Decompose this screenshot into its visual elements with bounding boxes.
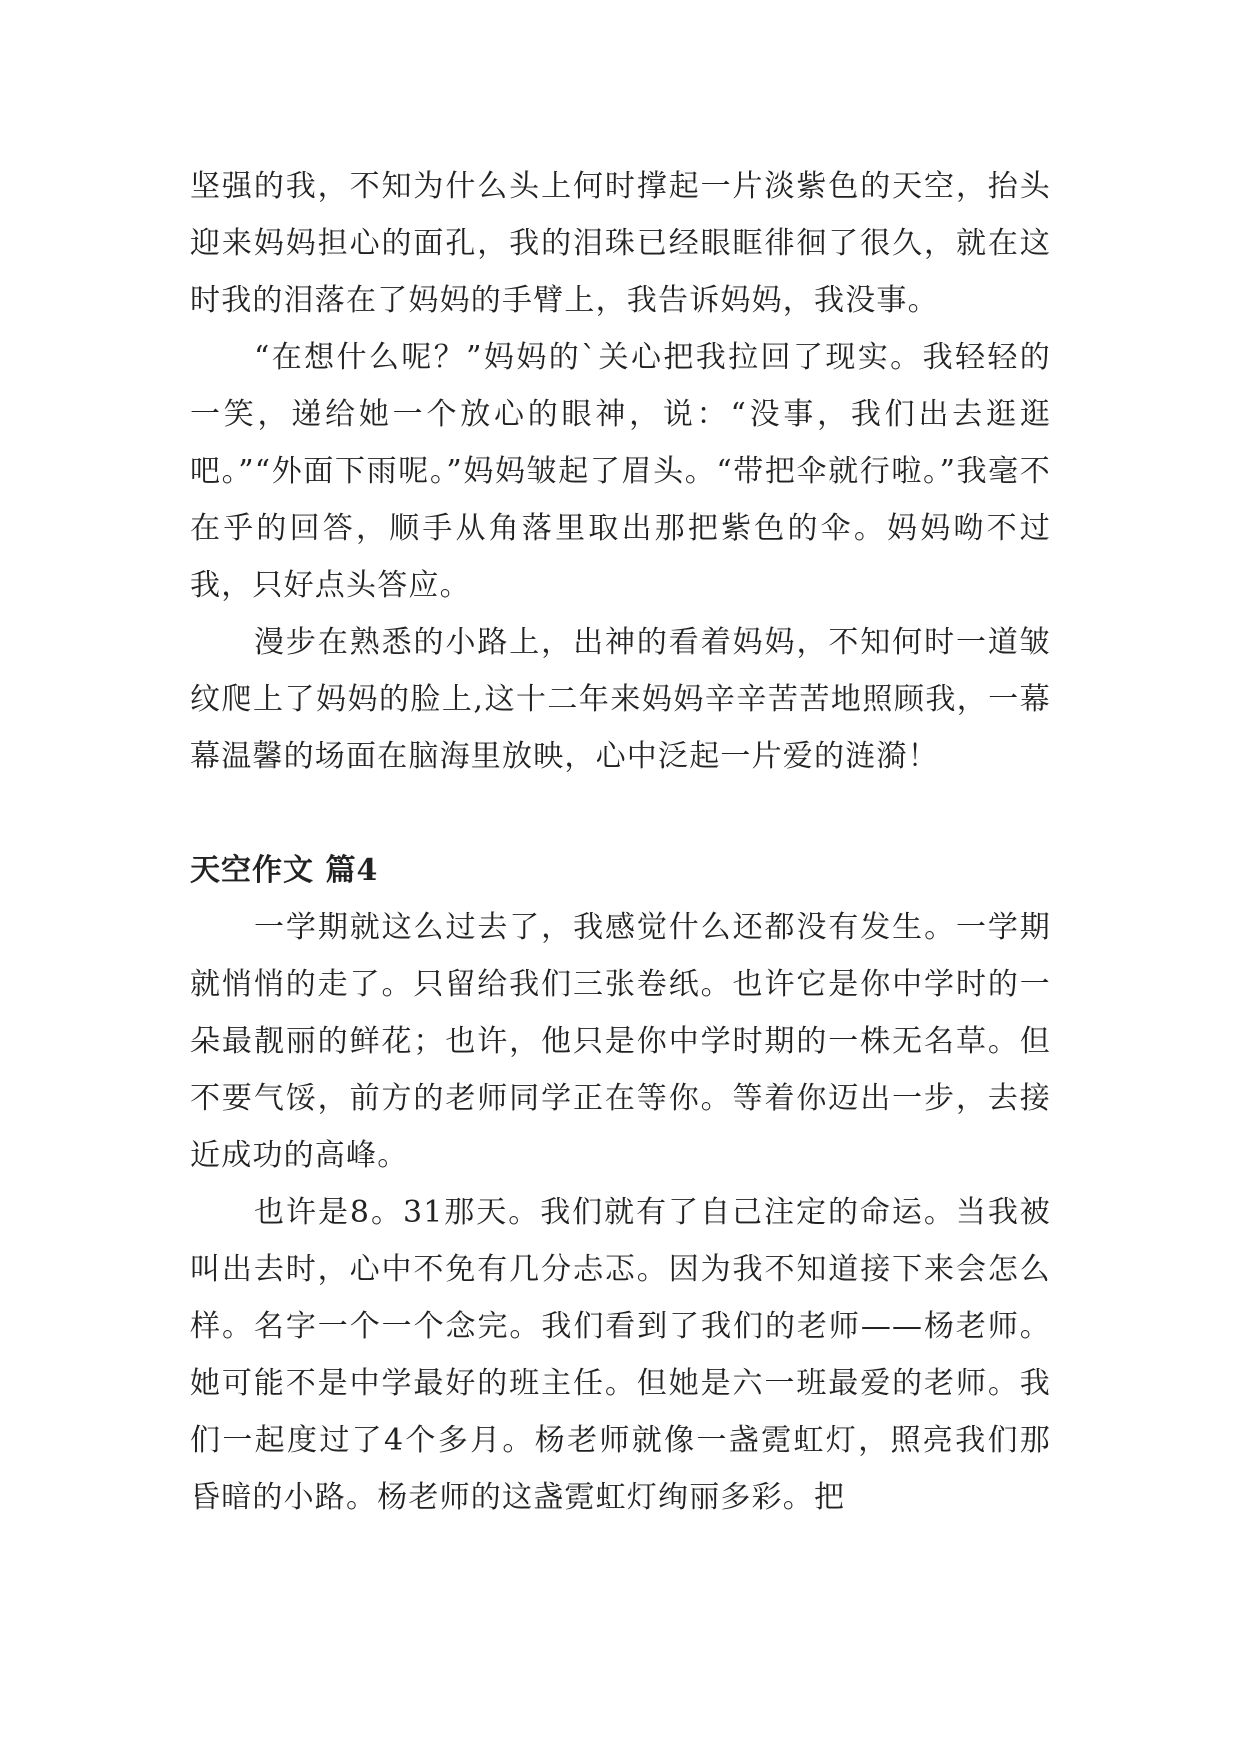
section-heading: 天空作文 篇4 (190, 853, 379, 888)
paragraph-1: 坚强的我，不知为什么头上何时撑起一片淡紫色的天空，抬头迎来妈妈担心的面孔，我的泪珠已经眼眶徘徊了很久，就在这时我的泪落在了妈妈的手臂上，我告诉妈妈，我没事。 (190, 169, 1051, 318)
document-body (190, 158, 1051, 1526)
paragraph-3: 漫步在熟悉的小路上，出神的看着妈妈，不知何时一道皱纹爬上了妈妈的脸上,这十二年来妈妈辛辛苦苦地照顾我，一幕幕温馨的场面在脑海里放映，心中泛起一片爱的涟漪！ (190, 625, 1051, 774)
paragraph-2: “在想什么呢？”妈妈的`关心把我拉回了现实。我轻轻的一笑，递给她一个放心的眼神，说：“没事，我们出去逛逛吧。”“外面下雨呢。”妈妈皱起了眉头。“带把伞就行啦。”我毫不在乎的回答，顺手从角落里取出那把紫色的伞。妈妈呦不过我，只好点头答应。 (190, 340, 1051, 603)
paragraph-4: 一学期就这么过去了，我感觉什么还都没有发生。一学期就悄悄的走了。只留给我们三张卷纸。也许它是你中学时的一朵最靓丽的鲜花；也许，他只是你中学时期的一株无名草。但不要气馁，前方的老师同学正在等你。等着你迈出一步，去接近成功的高峰。 (190, 910, 1051, 1173)
paragraph-5: 也许是8。31那天。我们就有了自己注定的命运。当我被叫出去时，心中不免有几分忐忑。因为我不知道接下来会怎么样。名字一个一个念完。我们看到了我们的老师——杨老师。她可能不是中学最好的班主任。但她是六一班最爱的老师。我们一起度过了4个多月。杨老师就像一盏霓虹灯，照亮我们那昏暗的小路。杨老师的这盏霓虹灯绚丽多彩。把 (190, 1195, 1051, 1515)
